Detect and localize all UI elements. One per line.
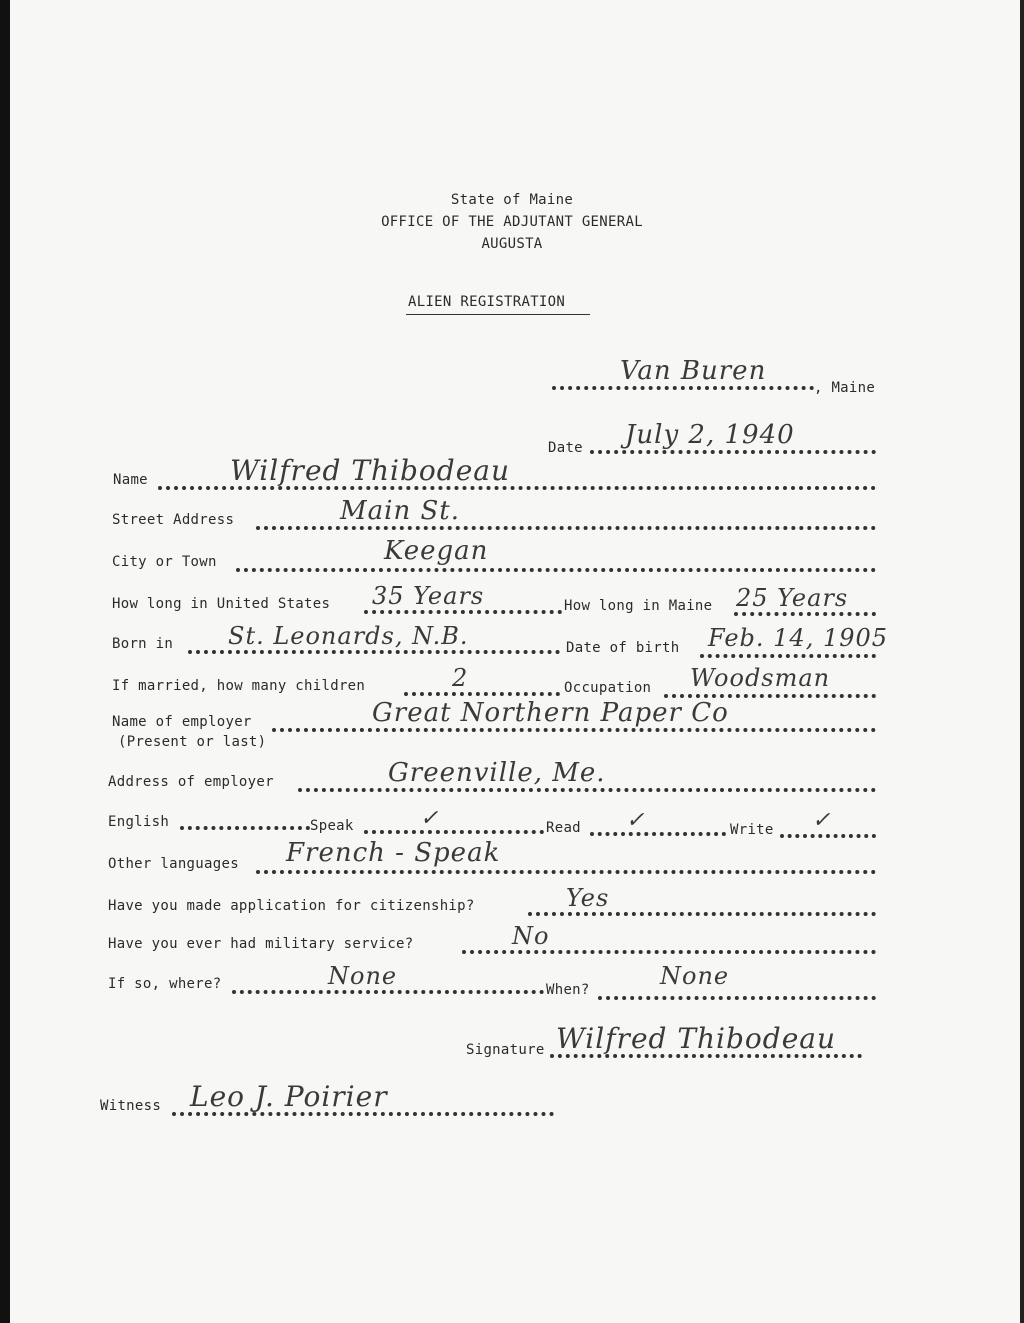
employer-note: (Present or last): [118, 734, 267, 750]
other-languages-value: French - Speak: [286, 838, 501, 868]
military-label: Have you ever had military service?: [108, 936, 414, 952]
citizenship-dots: [528, 912, 876, 916]
citizenship-label: Have you made application for citizenship?: [108, 898, 475, 914]
where-value: None: [328, 962, 398, 990]
children-dots: [404, 692, 560, 696]
write-label: Write: [730, 822, 774, 838]
dob-value: Feb. 14, 1905: [708, 624, 889, 652]
date-value: July 2, 1940: [625, 420, 795, 450]
other-languages-dots: [256, 870, 876, 874]
witness-value: Leo J. Poirier: [190, 1080, 388, 1113]
write-dots: [780, 834, 876, 838]
name-label: Name: [113, 472, 148, 488]
street-value: Main St.: [340, 496, 460, 526]
read-label: Read: [546, 820, 581, 836]
how-long-maine-dots: [734, 612, 876, 616]
write-value: ✓: [812, 808, 832, 833]
military-dots: [462, 950, 876, 954]
children-value: 2: [452, 664, 469, 692]
employer-address-value: Greenville, Me.: [388, 758, 606, 788]
form-title: ALIEN REGISTRATION: [408, 294, 566, 310]
when-value: None: [660, 962, 730, 990]
witness-label: Witness: [100, 1098, 162, 1114]
street-label: Street Address: [112, 512, 235, 528]
how-long-maine-value: 25 Years: [736, 584, 849, 612]
town-value: Van Buren: [620, 356, 767, 386]
employer-dots: [272, 728, 876, 732]
english-label: English: [108, 814, 170, 830]
office-heading: OFFICE OF THE ADJUTANT GENERAL: [381, 214, 643, 230]
dob-label: Date of birth: [566, 640, 680, 656]
maine-suffix: , Maine: [814, 380, 876, 396]
when-label: When?: [546, 982, 590, 998]
english-dots: [180, 826, 310, 830]
read-value: ✓: [626, 808, 646, 833]
speak-label: Speak: [310, 818, 354, 834]
city-dots: [236, 568, 876, 572]
children-label: If married, how many children: [112, 678, 366, 694]
read-dots: [590, 832, 726, 836]
employer-address-dots: [298, 788, 876, 792]
occupation-label: Occupation: [564, 680, 652, 696]
other-languages-label: Other languages: [108, 856, 239, 872]
how-long-us-label: How long in United States: [112, 596, 331, 612]
employer-label: Name of employer: [112, 714, 252, 730]
how-long-us-value: 35 Years: [372, 582, 485, 610]
state-heading: State of Maine: [450, 192, 574, 208]
city-label: City or Town: [112, 554, 217, 570]
speak-dots: [364, 830, 544, 834]
location-dots: [552, 386, 814, 390]
born-in-value: St. Leonards, N.B.: [228, 622, 469, 650]
how-long-maine-label: How long in Maine: [564, 598, 713, 614]
signature-label: Signature: [466, 1042, 545, 1058]
city-heading: AUGUSTA: [481, 236, 543, 252]
date-dots: [590, 450, 876, 454]
form-title-underline: [406, 314, 590, 315]
speak-value: ✓: [420, 806, 440, 831]
how-long-us-dots: [364, 610, 562, 614]
city-value: Keegan: [384, 536, 489, 566]
street-dots: [256, 526, 876, 530]
employer-value: Great Northern Paper Co: [372, 698, 729, 728]
signature-value: Wilfred Thibodeau: [556, 1022, 837, 1055]
born-in-label: Born in: [112, 636, 174, 652]
employer-address-label: Address of employer: [108, 774, 274, 790]
name-value: Wilfred Thibodeau: [230, 454, 511, 487]
where-label: If so, where?: [108, 976, 222, 992]
citizenship-value: Yes: [566, 884, 610, 912]
where-dots: [232, 990, 544, 994]
military-value: No: [512, 922, 550, 950]
when-dots: [598, 996, 876, 1000]
date-label: Date: [548, 440, 583, 456]
occupation-value: Woodsman: [690, 664, 831, 692]
born-in-dots: [188, 650, 560, 654]
dob-dots: [700, 654, 876, 658]
